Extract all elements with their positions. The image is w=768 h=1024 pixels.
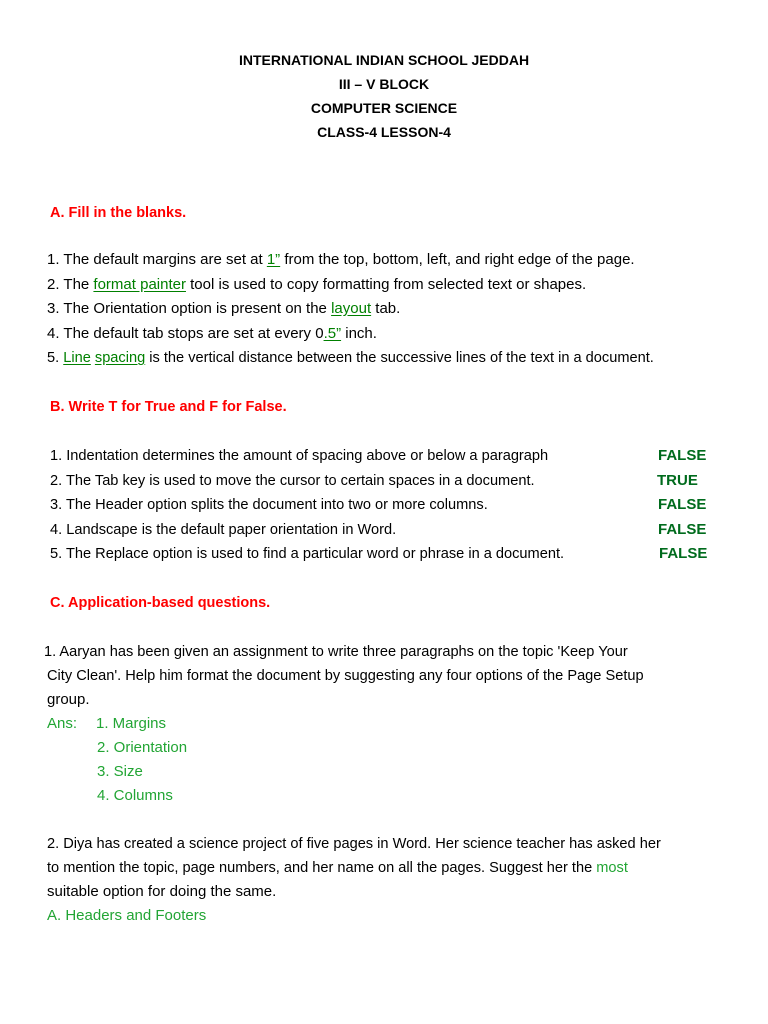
question-text: 2. The <box>47 276 94 293</box>
answer-item: 3. Size <box>97 763 143 780</box>
answer-text: .5” <box>323 325 342 342</box>
answer-item: 1. Margins <box>96 715 167 732</box>
tf-question-2: 2. The Tab key is used to move the cursor to certain spaces in a document. <box>50 473 535 489</box>
answer-item: 2. Orientation <box>97 739 188 756</box>
section-a-title: A. Fill in the blanks. <box>50 205 187 221</box>
fill-blank-4 <box>47 324 377 344</box>
answer-text: format painter <box>93 276 186 293</box>
question-text: tool is used to copy formatting from selected text or shapes. <box>185 276 587 293</box>
question-text: 3. The Orientation option is present on the <box>47 300 332 317</box>
question-text: from the top, bottom, left, and right edge of the page. <box>280 251 635 268</box>
tf-question-5: 5. The Replace option is used to find a particular word or phrase in a document. <box>50 546 565 562</box>
section-b-title: B. Write T for True and F for False. <box>50 399 287 415</box>
block-name: III – V BLOCK <box>338 76 430 92</box>
question-text: is the vertical distance between the successive lines of the text in a document. <box>145 350 654 366</box>
application-q1-line: City Clean'. Help him format the document by suggesting any four options of the Page Setup <box>47 668 644 684</box>
tf-answer-4: FALSE <box>658 521 707 538</box>
question-text: tab. <box>371 300 401 317</box>
answer-item: 4. Columns <box>97 787 173 804</box>
tf-question-1: 1. Indentation determines the amount of spacing above or below a paragraph <box>50 448 549 464</box>
question-text: inch. <box>341 325 377 342</box>
question-text: 4. The default tab stops are set at every 0 <box>47 325 324 342</box>
tf-answer-2: TRUE <box>657 472 698 489</box>
answer-text: spacing <box>94 350 146 366</box>
school-name: INTERNATIONAL INDIAN SCHOOL JEDDAH <box>238 52 530 68</box>
tf-question-3: 3. The Header option splits the document into two or more columns. <box>50 497 488 513</box>
subject-name: COMPUTER SCIENCE <box>310 100 458 116</box>
answer-text: 1” <box>266 251 281 268</box>
answer-text: layout <box>331 300 372 317</box>
tf-answer-1: FALSE <box>658 447 707 464</box>
class-lesson: CLASS-4 LESSON-4 <box>317 124 451 140</box>
application-q1-line: 1. Aaryan has been given an assignment to write three paragraphs on the topic 'Keep Your <box>44 644 628 660</box>
application-q2-line: suitable option for doing the same. <box>47 883 277 900</box>
fill-blank-2 <box>47 275 586 295</box>
answer-label: Ans: <box>47 715 78 732</box>
highlighted-word: most <box>596 860 628 876</box>
tf-question-4: 4. Landscape is the default paper orientation in Word. <box>50 522 397 538</box>
question-text: 5. <box>47 350 64 366</box>
tf-answer-3: FALSE <box>658 496 707 513</box>
application-q2-answer: A. Headers and Footers <box>47 907 207 924</box>
fill-blank-1 <box>47 250 635 270</box>
fill-blank-3 <box>47 299 400 319</box>
tf-answer-5: FALSE <box>659 545 708 562</box>
application-q1-line: group. <box>47 691 90 708</box>
question-text: 1. The default margins are set at <box>47 251 267 268</box>
fill-blank-5 <box>47 348 654 368</box>
section-c-title: C. Application-based questions. <box>50 595 271 611</box>
question-text: to mention the topic, page numbers, and her name on all the pages. Suggest her the <box>47 860 597 876</box>
application-q2-line <box>47 858 628 878</box>
application-q2-line: 2. Diya has created a science project of five pages in Word. Her science teacher has asked her <box>47 836 661 852</box>
answer-text: Line <box>63 350 91 366</box>
